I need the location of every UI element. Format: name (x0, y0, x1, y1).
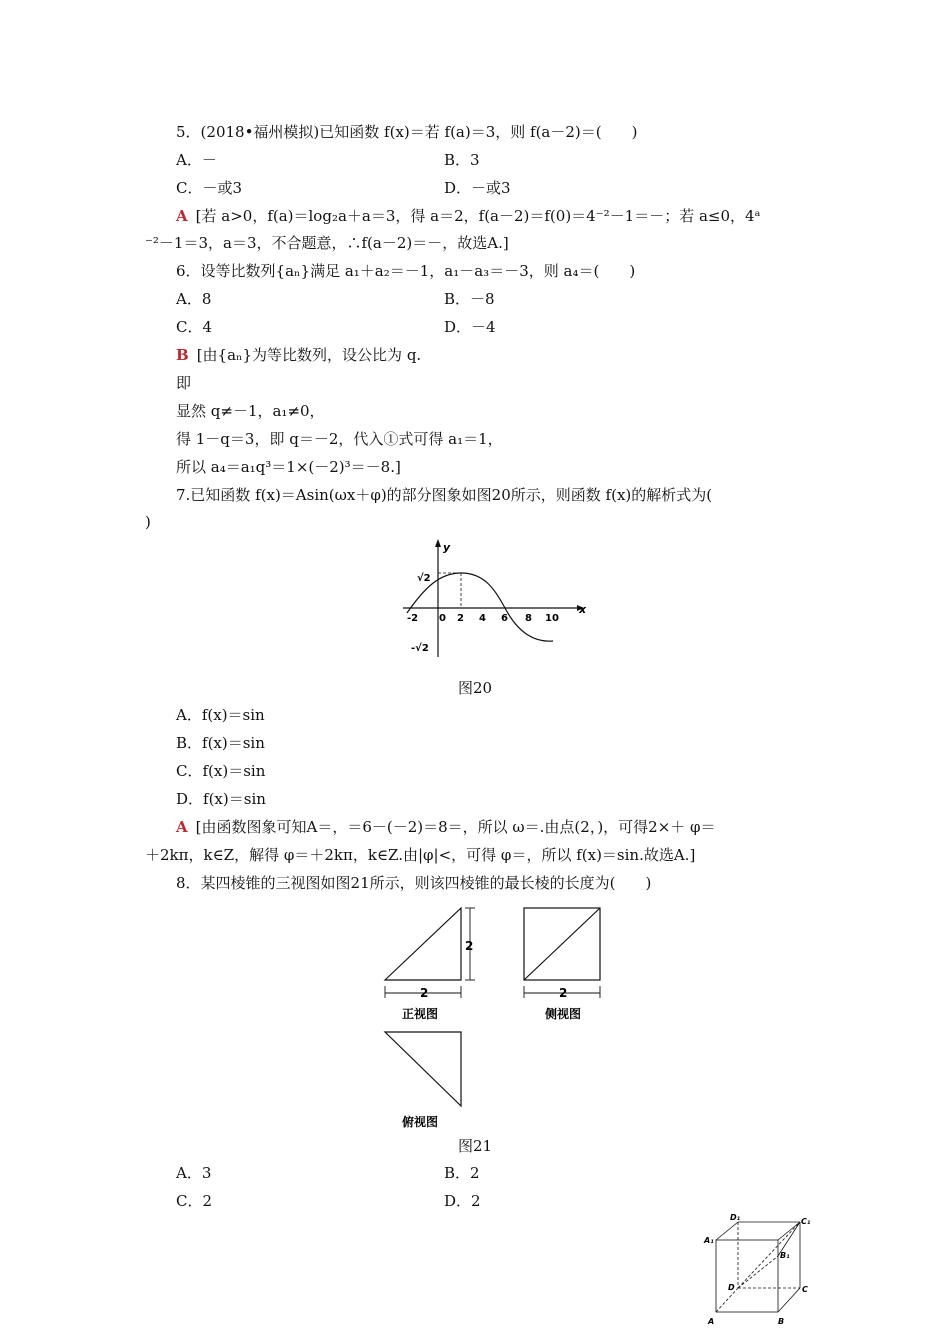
q6-option-a: A．8 (176, 290, 212, 308)
q6-solution-text: [由{aₙ}为等比数列，设公比为 q. (196, 346, 422, 364)
tick-label-4: 4 (479, 613, 486, 624)
q6-option-b: B．－8 (444, 290, 495, 308)
tick-label-neg2: -2 (407, 613, 419, 624)
front-view-height-label: 2 (465, 939, 474, 953)
cube-front-face (716, 1240, 778, 1312)
side-view-label: 侧视图 (545, 1007, 582, 1021)
q6-stem: 6．设等比数列{aₙ}满足 a₁＋a₂＝－1，a₁－a₃＝－3，则 a₄＝( ) (176, 262, 636, 280)
front-view-label: 正视图 (402, 1007, 439, 1021)
vertex-label-c1: C₁ (801, 1217, 811, 1226)
q7-stem-line2: ) (145, 513, 151, 531)
q6-option-c: C．4 (176, 318, 213, 336)
figure-20-caption: 图20 (457, 679, 493, 697)
tick-label-2: 2 (457, 613, 464, 624)
q5-solution-line1 (176, 206, 760, 226)
top-view-triangle (385, 1032, 461, 1106)
front-view-triangle (385, 908, 461, 980)
q7-option-c: C．f(x)＝sin (176, 762, 266, 780)
q6-solution-line1 (176, 345, 421, 365)
side-view-width-label: 2 (559, 986, 568, 1000)
q6-solution-line2: 即 (176, 374, 192, 392)
q5-solution-line2: ⁻²－1＝3，a＝3，不合题意，∴f(a－2)＝－，故选A.] (145, 234, 509, 252)
figure-21-three-views (375, 900, 615, 1132)
q6-solution-line3: 显然 q≠－1，a₁≠0， (176, 402, 325, 420)
tick-label-6: 6 (501, 613, 508, 624)
top-view-label: 俯视图 (402, 1115, 439, 1129)
q5-option-b: B．3 (444, 151, 480, 169)
q8-option-c: C．2 (176, 1192, 213, 1210)
q8-option-d: D．2 (444, 1192, 481, 1210)
q7-option-d: D．f(x)＝sin (176, 790, 266, 808)
figure-20-graph (395, 535, 595, 665)
y-axis-label: y (443, 541, 451, 554)
q6-solution-line5: 所以 a₄＝a₁q³＝1×(－2)³＝－8.] (176, 458, 401, 476)
q7-option-b: B．f(x)＝sin (176, 734, 265, 752)
x-axis-label: x (579, 603, 587, 616)
amplitude-label-positive: √2 (417, 573, 431, 584)
figure-21-caption: 图21 (457, 1137, 493, 1155)
q8-option-b: B．2 (444, 1164, 480, 1182)
q5-option-c: C．－或3 (176, 179, 243, 197)
q8-stem: 8．某四棱锥的三视图如图21所示，则该四棱锥的最长棱的长度为( ) (176, 874, 652, 892)
q7-option-a: A．f(x)＝sin (176, 706, 265, 724)
tick-label-8: 8 (525, 613, 532, 624)
vertex-label-d: D (728, 1283, 735, 1292)
amplitude-label-negative: -√2 (411, 643, 429, 654)
q5-option-a: A．－ (176, 151, 217, 169)
front-view-width-label: 2 (420, 986, 429, 1000)
vertex-label-c: C (802, 1285, 808, 1294)
q5-stem: 5．(2018•福州模拟)已知函数 f(x)＝若 f(a)＝3，则 f(a－2)＝( ) (176, 123, 638, 141)
q6-answer-letter: B (176, 346, 189, 364)
cube-figure (700, 1210, 820, 1344)
vertex-label-a1: A₁ (704, 1236, 714, 1245)
q6-option-d: D．－4 (444, 318, 496, 336)
tick-label-0: 0 (439, 613, 446, 624)
vertex-label-b1: B₁ (780, 1251, 790, 1260)
q5-option-d: D．－或3 (444, 179, 511, 197)
tick-label-10: 10 (545, 613, 559, 624)
q6-solution-line4: 得 1－q＝3，即 q＝－2，代入①式可得 a₁＝1， (176, 430, 503, 448)
vertex-label-b: B (778, 1317, 785, 1326)
q5-answer-letter: A (176, 207, 188, 225)
q7-solution-text: [由函数图象可知A＝，＝6－(－2)＝8＝，所以 ω＝.由点(2，)，可得2×＋ φ＝ (195, 818, 716, 836)
side-view-diagonal (524, 908, 600, 980)
q7-answer-letter: A (176, 818, 188, 836)
q7-stem-line1: 7.已知函数 f(x)＝Asin(ωx＋φ)的部分图象如图20所示，则函数 f(x)的解析式为( (176, 486, 713, 504)
q7-solution-line2: ＋2kπ，k∈Z，解得 φ＝＋2kπ，k∈Z.由|φ|<，可得 φ＝，所以 f(x)＝sin.故选A.] (145, 846, 696, 864)
q5-solution-text: [若 a>0，f(a)＝log₂a＋a＝3，得 a＝2，f(a－2)＝f(0)＝4⁻²－1＝－；若 a≤0，4ᵃ (195, 207, 761, 225)
y-axis-arrow-icon (435, 539, 441, 547)
vertex-label-a: A (708, 1317, 715, 1326)
q8-option-a: A．3 (176, 1164, 212, 1182)
q7-solution-line1 (176, 817, 716, 837)
vertex-label-d1: D₁ (730, 1213, 741, 1222)
